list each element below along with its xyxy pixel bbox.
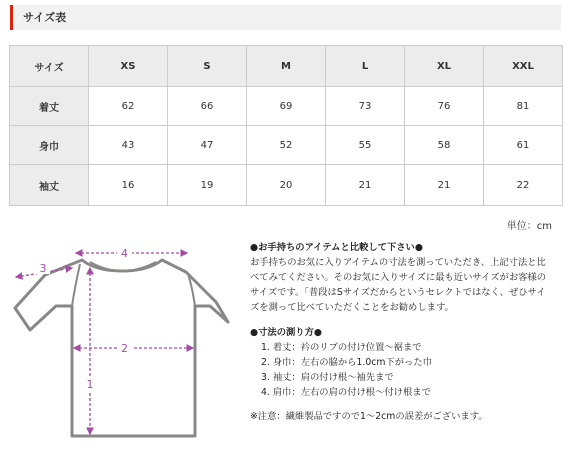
table-cell: 55 <box>326 126 405 165</box>
table-cell: 43 <box>89 126 168 165</box>
measure-label-1: 1 <box>86 378 94 391</box>
table-row-sleeve <box>10 165 563 206</box>
notes-section <box>250 240 550 424</box>
unit-label: 単位：cm <box>506 221 552 232</box>
measure-label-2: 2 <box>121 342 128 355</box>
table-cell: 22 <box>484 165 563 206</box>
table-cell: 21 <box>326 165 405 206</box>
list-item: 1. 着丈：衿のリブの付け位置～裾まで <box>261 342 422 353</box>
table-cell: 61 <box>484 126 563 165</box>
table-row-width <box>10 126 563 165</box>
table-cell: 81 <box>484 87 563 126</box>
table-cell: 52 <box>247 126 326 165</box>
table-row-length <box>10 87 563 126</box>
measure-label-4: 4 <box>121 247 128 260</box>
table-cell: 19 <box>168 165 247 206</box>
table-cell: 20 <box>247 165 326 206</box>
table-cell: 21 <box>405 165 484 206</box>
table-cell: 73 <box>326 87 405 126</box>
measure-label-3: 3 <box>39 262 47 275</box>
size-header-xxl: XXL <box>484 46 563 87</box>
list-item: 4. 肩巾：左右の肩の付け根～付け根まで <box>261 387 431 398</box>
size-table <box>9 45 563 206</box>
table-cell: 76 <box>405 87 484 126</box>
size-header-s: S <box>168 46 247 87</box>
table-cell: 58 <box>405 126 484 165</box>
compare-heading: ●お手持ちのアイテムと比較して下さい● <box>250 242 423 253</box>
table-header-row <box>10 46 563 87</box>
section-title: サイズ表 <box>23 11 67 24</box>
size-header-xl: XL <box>405 46 484 87</box>
size-header-l: L <box>326 46 405 87</box>
section-header <box>10 5 561 30</box>
list-item: 2. 身巾：左右の脇から1.0cm下がった巾 <box>261 357 432 368</box>
tshirt-diagram <box>10 242 240 447</box>
table-cell: 47 <box>168 126 247 165</box>
size-header-m: M <box>247 46 326 87</box>
list-item: 3. 袖丈：肩の付け根～袖先まで <box>261 372 394 383</box>
compare-text: お手持ちのお気に入りアイテムの寸法を測っていただき、上記寸法と比べてみてください。そのお気に入りサイズに最も近いサイズがお客様のサイズです。「普段はSサイズだからというセレクトではなく、ぜひサイズを測って比べていただくことをお勧めします。 <box>250 257 547 313</box>
measure-list <box>250 340 550 400</box>
measure-heading: ●寸法の測り方● <box>250 327 323 338</box>
table-cell: 16 <box>89 165 168 206</box>
row-label: 袖丈 <box>10 165 89 206</box>
table-corner-label: サイズ <box>10 46 89 87</box>
table-cell: 66 <box>168 87 247 126</box>
table-cell: 69 <box>247 87 326 126</box>
size-header-xs: XS <box>89 46 168 87</box>
row-label: 着丈 <box>10 87 89 126</box>
caution-text: ※注意：繊維製品ですので1～2cmの誤差がございます。 <box>250 411 488 422</box>
table-cell: 62 <box>89 87 168 126</box>
row-label: 身巾 <box>10 126 89 165</box>
